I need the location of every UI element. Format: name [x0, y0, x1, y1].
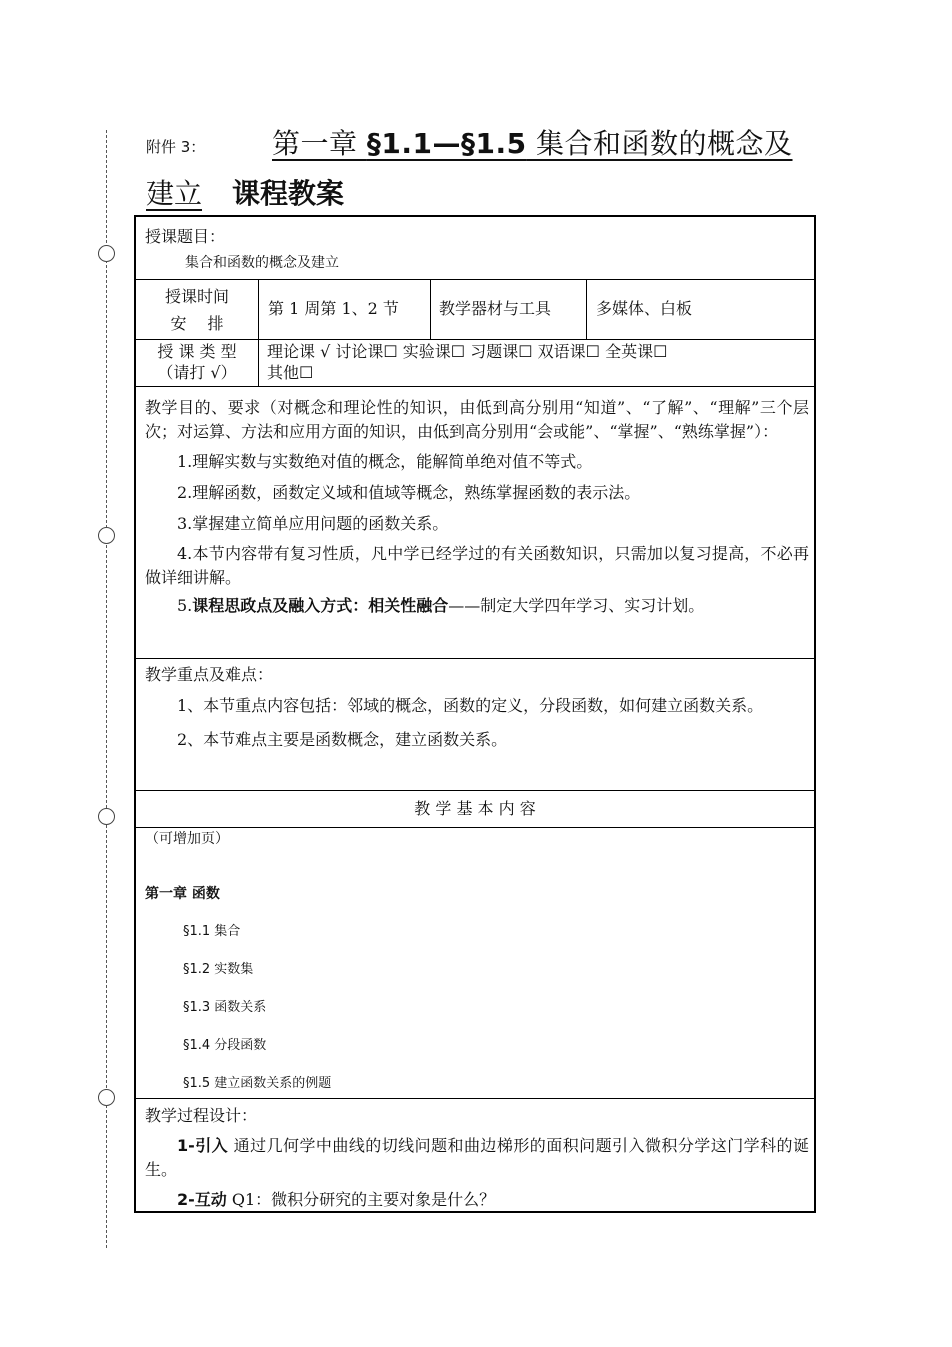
schedule-value: 第 1 周第 1、2 节	[268, 299, 399, 318]
objective-item-5	[145, 594, 809, 618]
objective-item-5-rest: ——制定大学四年学习、实习计划。	[448, 596, 705, 615]
section-range: §1.1—§1.5	[366, 127, 527, 160]
section-item: §1.5 建立函数关系的例题	[183, 1076, 332, 1091]
lesson-plan-table	[134, 215, 816, 1213]
objective-item: 3.掌握建立简单应用问题的函数关系。	[177, 514, 449, 533]
attachment-label: 附件 3：	[146, 138, 206, 156]
process-step-1-text: 通过几何学中曲线的切线问题和曲边梯形的面积问题引入微积分学这门学科的诞生。	[145, 1136, 810, 1179]
basic-content-cell	[145, 828, 809, 1095]
course-type-options	[267, 341, 812, 383]
process-cell	[145, 1104, 809, 1212]
title-part2: 建立	[146, 177, 203, 210]
section-item: §1.4 分段函数	[183, 1038, 267, 1053]
row-divider	[136, 339, 814, 340]
process-step-2-text: Q1：微积分研究的主要对象是什么？	[226, 1190, 496, 1209]
col-divider	[258, 339, 259, 386]
title-suffix: 课程教案	[232, 177, 345, 210]
course-type-options-line2: 其他☐	[267, 363, 314, 382]
basic-content-heading: 教 学 基 本 内 容	[414, 799, 536, 818]
objective-item-5-number: 5.	[177, 596, 193, 615]
objective-item: 4.本节内容带有复习性质，凡中学已经学过的有关函数知识，只需加以复习提高，不必再做详细讲解。	[145, 544, 809, 587]
process-step-1	[145, 1134, 809, 1182]
section-item: §1.2 实数集	[183, 962, 254, 977]
section-item: §1.1 集合	[183, 924, 241, 939]
process-step-2	[145, 1188, 809, 1212]
chapter-prefix: 第一章	[272, 127, 367, 160]
binding-hole	[98, 245, 115, 262]
key-point-2: 2、本节难点主要是函数概念，建立函数关系。	[177, 730, 508, 749]
col-divider	[586, 279, 587, 339]
binding-line	[106, 130, 107, 1248]
binding-hole	[98, 808, 115, 825]
course-type-label	[136, 341, 258, 383]
objective-item-5-bold: 课程思政点及融入方式：相关性融合	[192, 596, 449, 615]
document-title-line2	[146, 172, 344, 212]
objectives-cell	[145, 396, 809, 618]
topic-label: 授课题目：	[145, 227, 226, 246]
course-type-label-line1: 授 课 类 型	[157, 342, 237, 361]
row-divider	[136, 279, 814, 280]
key-points-label: 教学重点及难点：	[145, 665, 274, 684]
tools-label: 教学器材与工具	[439, 299, 552, 318]
process-step-2-label: 2-互动	[177, 1190, 227, 1209]
objective-item: 1.理解实数与实数绝对值的概念，能解简单绝对值不等式。	[177, 452, 593, 471]
row-divider	[136, 1098, 814, 1099]
schedule-label-line2: 安 排	[170, 314, 224, 333]
row-divider	[136, 658, 814, 659]
course-type-options-line1: 理论课 √ 讨论课☐ 实验课☐ 习题课☐ 双语课☐ 全英课☐	[267, 342, 668, 361]
document-header	[146, 122, 846, 166]
binding-hole	[98, 527, 115, 544]
objective-item: 2.理解函数，函数定义域和值域等概念，熟练掌握函数的表示法。	[177, 483, 641, 502]
title-part1: 集合和函数的概念及	[526, 127, 793, 160]
chapter-title	[244, 122, 793, 162]
key-point-1: 1、本节重点内容包括：邻域的概念，函数的定义，分段函数，如何建立函数关系。	[177, 696, 764, 715]
add-page-note: （可增加页）	[145, 831, 229, 847]
schedule-label-line1: 授课时间	[164, 287, 229, 306]
binding-hole	[98, 1089, 115, 1106]
row-divider	[136, 790, 814, 791]
chapter-heading: 第一章 函数	[145, 886, 220, 902]
tools-value: 多媒体、白板	[596, 299, 693, 318]
course-type-label-line2: （请打 √）	[157, 363, 237, 382]
col-divider	[258, 279, 259, 339]
process-label: 教学过程设计：	[145, 1106, 258, 1125]
process-step-1-label: 1-引入	[177, 1136, 229, 1155]
key-points-cell	[145, 663, 809, 757]
topic-cell	[145, 225, 805, 274]
row-divider	[136, 386, 814, 387]
section-item: §1.3 函数关系	[183, 1000, 267, 1015]
topic-value: 集合和函数的概念及建立	[185, 255, 339, 271]
objectives-intro: 教学目的、要求（对概念和理论性的知识，由低到高分别用“知道”、“了解”、“理解”三个层次；对运算、方法和应用方面的知识，由低到高分别用“会或能”、“掌握”、“熟练掌握”）：	[145, 398, 809, 441]
col-divider	[430, 279, 431, 339]
schedule-label	[136, 285, 258, 336]
